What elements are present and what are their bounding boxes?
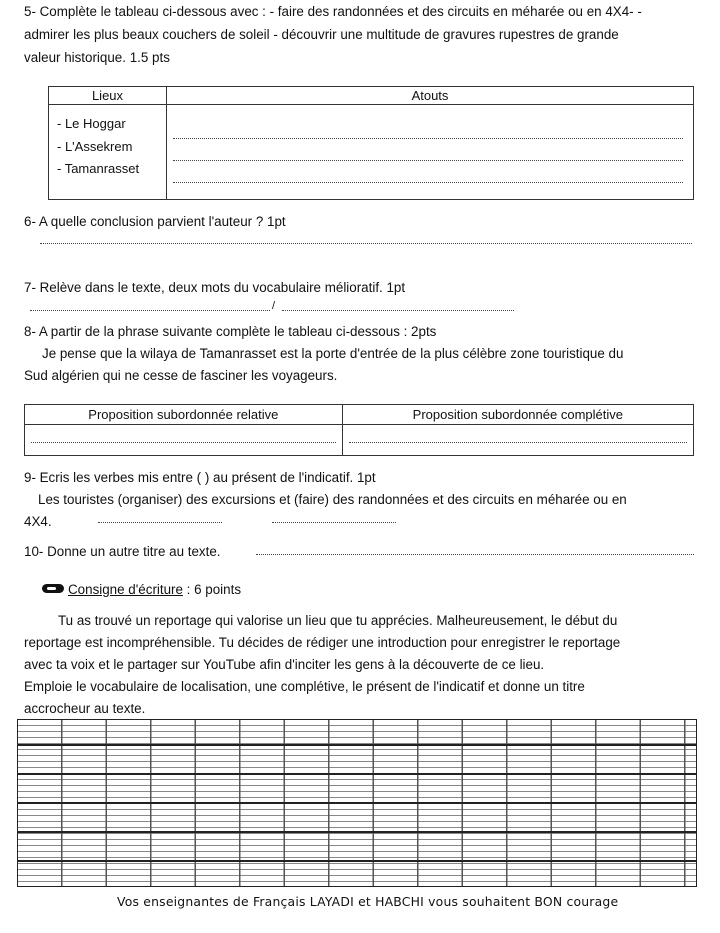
- grid-rule: [18, 831, 696, 833]
- q8-line3: Sud algérien qui ne cesse de fasciner les voyageurs.: [24, 367, 338, 383]
- answer-line[interactable]: [173, 117, 683, 139]
- grid-rule: [18, 802, 696, 804]
- question-8: [24, 322, 623, 386]
- grid-rule: [18, 773, 696, 775]
- writing-instructions: [24, 610, 620, 720]
- writing-points: : 6 points: [182, 582, 242, 597]
- grid-rule: [18, 860, 696, 862]
- q5-line1: 5- Complète le tableau ci-dessous avec : - faire des randonnées et des circuits en méharée ou en 4X4- -: [24, 4, 642, 19]
- pencil-icon: [42, 584, 64, 593]
- answer-line[interactable]: [173, 161, 683, 183]
- places-assets-table: [48, 86, 694, 200]
- propositions-table: [24, 404, 694, 456]
- q7-answer-line-1[interactable]: [30, 301, 270, 311]
- answer-line[interactable]: [173, 139, 683, 161]
- writing-line3: avec ta voix et le partager sur YouTube afin d'inciter les gens à la découverte de ce lieu.: [24, 657, 545, 672]
- q6-text: 6- A quelle conclusion parvient l'auteur ? 1pt: [24, 214, 286, 229]
- col-assets-header: Atouts: [167, 87, 694, 105]
- question-5: [24, 2, 642, 68]
- col-completive-header: Proposition subordonnée complétive: [342, 405, 693, 425]
- col-relative-header: Proposition subordonnée relative: [25, 405, 343, 425]
- writing-heading-row: [42, 580, 241, 601]
- relative-answer-cell[interactable]: [25, 425, 343, 456]
- place-item: - Tamanrasset: [57, 161, 140, 176]
- writing-line5: accrocheur au texte.: [24, 701, 146, 716]
- q8-line1: 8- A partir de la phrase suivante complète le tableau ci-dessous : 2pts: [24, 324, 437, 339]
- q9-line3: 4X4.: [24, 513, 52, 529]
- q6-answer-line[interactable]: [40, 243, 692, 244]
- completive-answer-cell[interactable]: [342, 425, 693, 456]
- q9-line1: 9- Ecris les verbes mis entre ( ) au présent de l'indicatif. 1pt: [24, 470, 376, 485]
- place-item: - L'Assekrem: [57, 138, 133, 154]
- answer-line[interactable]: [349, 429, 687, 443]
- writing-line2: reportage est incompréhensible. Tu décides de rédiger une introduction pour enregistrer le reportage: [24, 635, 621, 650]
- q5-line3: valeur historique. 1.5 pts: [24, 49, 170, 65]
- q9-line2: Les touristes (organiser) des excursions et (faire) des randonnées et des circuits en méharée ou en: [38, 491, 627, 507]
- q9-answer-line-2[interactable]: [272, 513, 396, 523]
- places-cell: [49, 105, 167, 200]
- q5-line2: admirer les plus beaux couchers de soleil - découvrir une multitude de gravures rupestres de grande: [24, 26, 619, 42]
- q10-answer-line[interactable]: [256, 545, 694, 555]
- col-places-header: Lieux: [49, 87, 167, 105]
- footer-message: Vos enseignantes de Français LAYADI et HABCHI vous souhaitent BON courage: [117, 894, 619, 909]
- q8-line2: Je pense que la wilaya de Tamanrasset est la porte d'entrée de la plus célèbre zone touristique du: [42, 345, 624, 361]
- q7-text: 7- Relève dans le texte, deux mots du vocabulaire mélioratif. 1pt: [24, 280, 406, 295]
- assets-answer-cell[interactable]: [167, 105, 694, 200]
- writing-line4: Emploie le vocabulaire de localisation, une complétive, le présent de l'indicatif et donne un titre: [24, 679, 585, 694]
- writing-grid[interactable]: [17, 719, 697, 887]
- grid-rule: [18, 744, 696, 746]
- writing-heading: Consigne d'écriture: [68, 582, 183, 597]
- writing-line1: Tu as trouvé un reportage qui valorise un lieu que tu apprécies. Malheureusement, le début du: [58, 613, 618, 628]
- place-item: - Le Hoggar: [57, 116, 126, 131]
- q10-text: 10- Donne un autre titre au texte.: [24, 544, 221, 559]
- q7-answer-line-2[interactable]: [282, 301, 514, 311]
- q9-answer-line-1[interactable]: [98, 513, 222, 523]
- q7-separator: /: [272, 300, 276, 312]
- answer-line[interactable]: [31, 429, 336, 443]
